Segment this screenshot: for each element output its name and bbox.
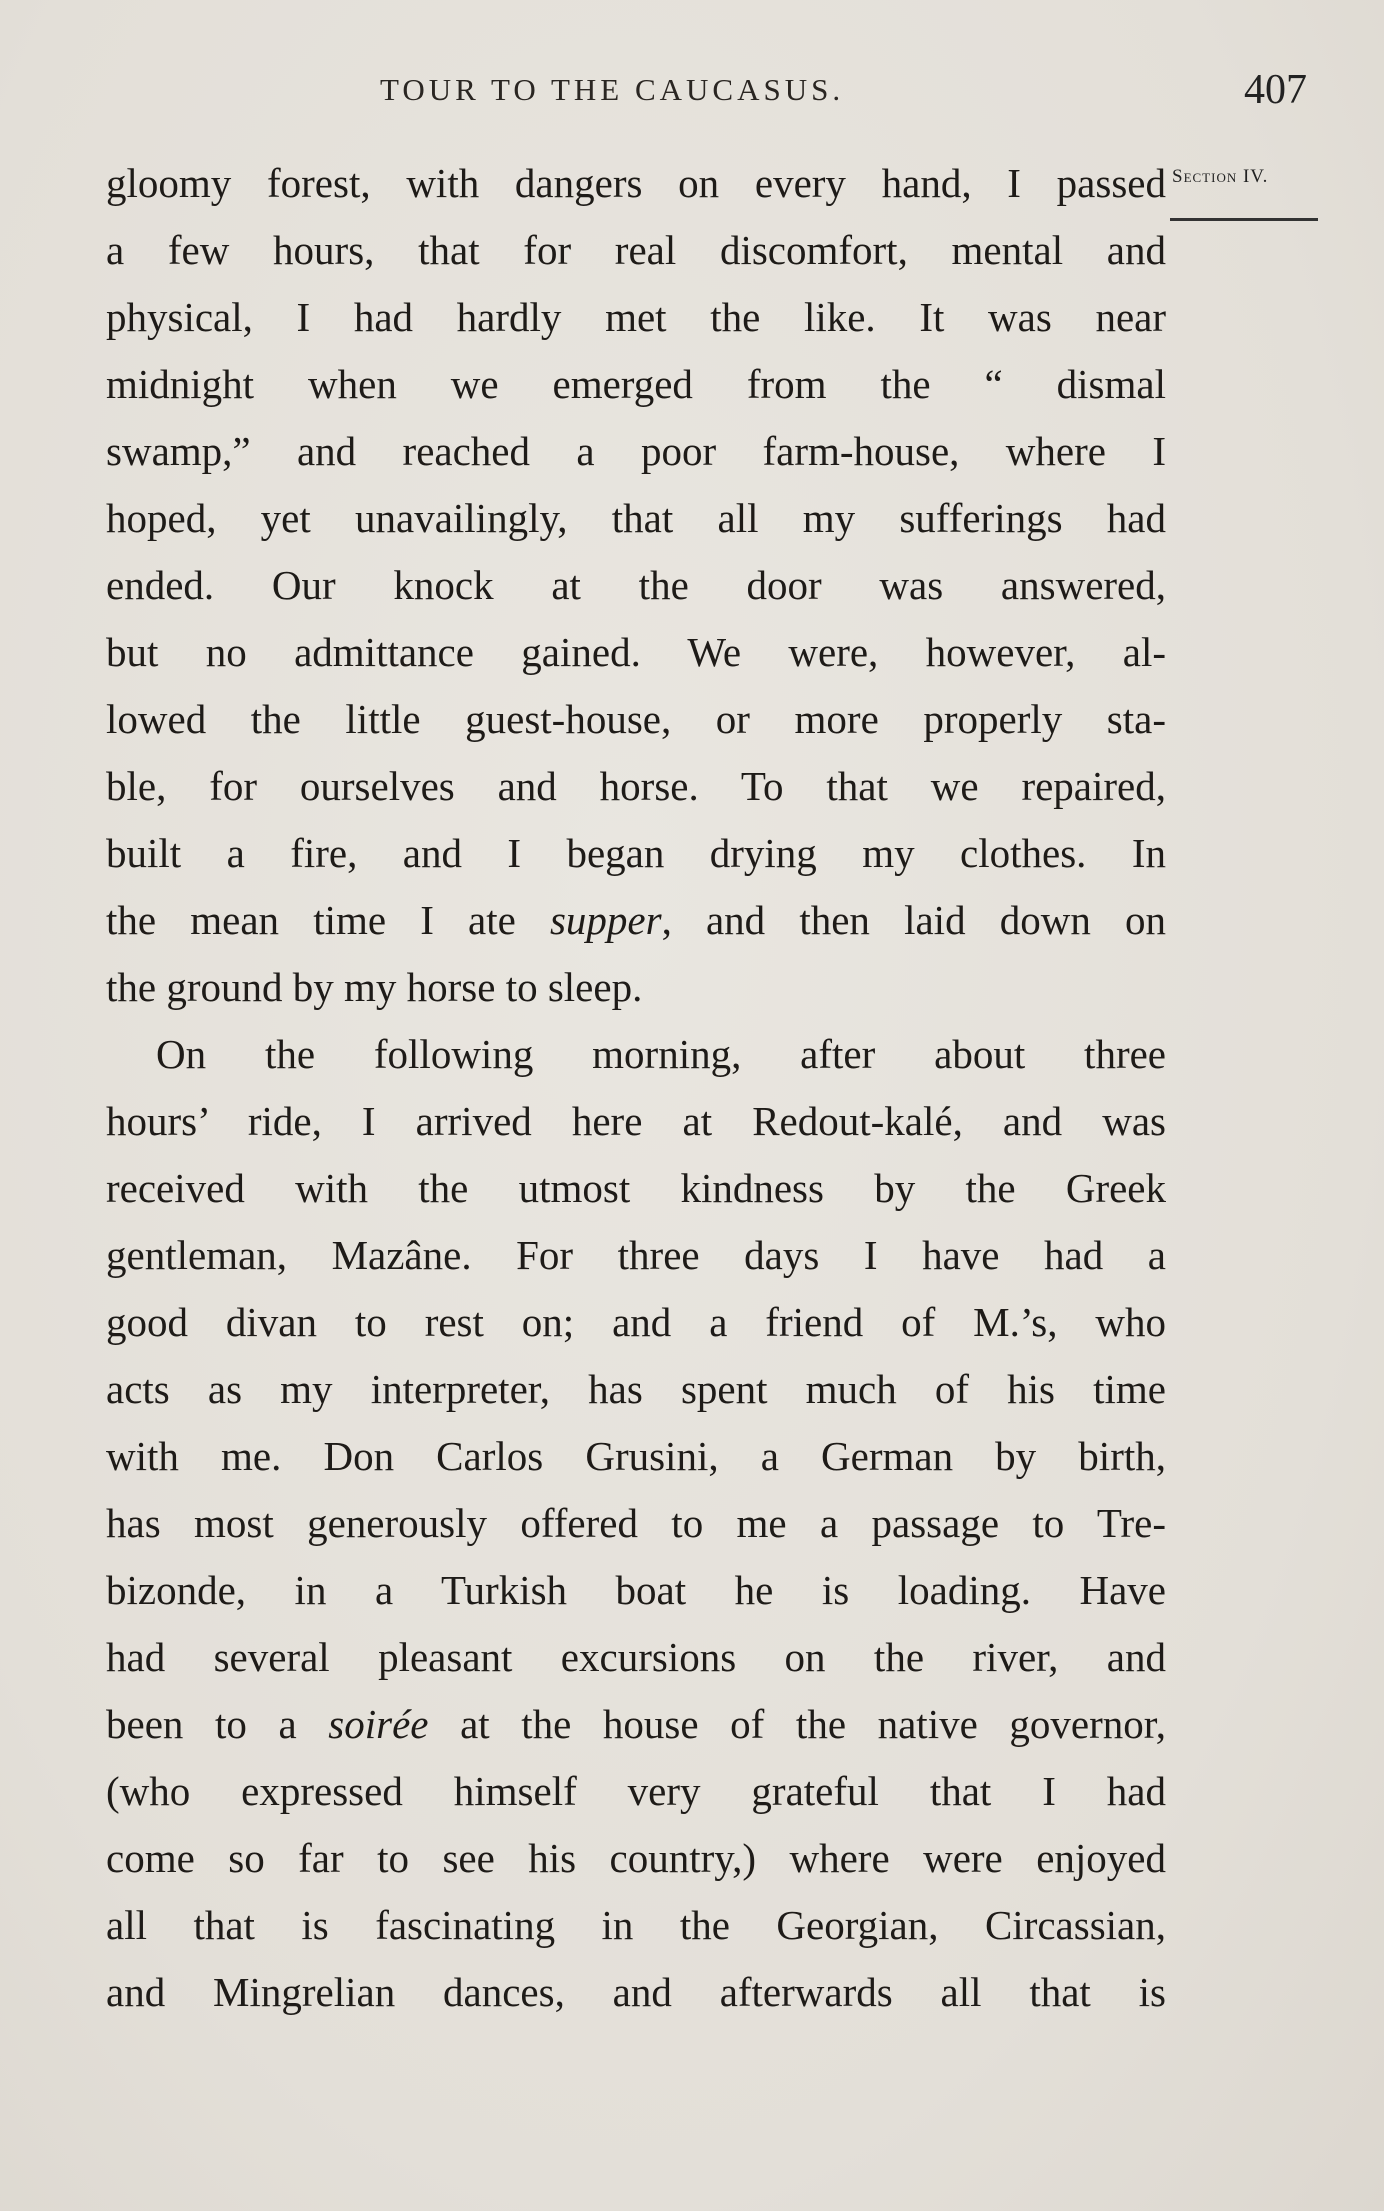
text-line: gentleman, Mazâne. For three days I have had a [106,1232,1166,1278]
text-line: (who expressed himself very grateful that I had [106,1768,1166,1814]
margin-note-text: Section IV. [1172,166,1269,187]
text-line: lowed the little guest-house, or more properly sta- [106,696,1166,742]
text-line: good divan to rest on; and a friend of M.’s, who [106,1299,1166,1345]
text-line: has most generously offered to me a passage to Tre- [106,1500,1166,1546]
italic-word: supper [549,897,662,943]
text-line: but no admittance gained. We were, however, al- [106,629,1166,675]
text-line: built a fire, and I began drying my clothes. In [106,830,1166,876]
text-line: bizonde, in a Turkish boat he is loading. Have [106,1567,1166,1613]
text-line: received with the utmost kindness by the Greek [106,1165,1166,1211]
running-title: TOUR TO THE CAUCASUS. [380,72,845,107]
text-run: at the house of the native governor, [428,1701,1166,1747]
text-run: the mean time I ate [106,897,550,943]
text-line: acts as my interpreter, has spent much of his time [106,1366,1166,1412]
text-line: a few hours, that for real discomfort, mental and [106,227,1166,273]
text-run: been to a [106,1701,329,1747]
text-line: midnight when we emerged from the “ dismal [106,361,1166,407]
text-line: had several pleasant excursions on the river, and [106,1634,1166,1680]
page-number: 407 [1244,67,1307,113]
text-line-paragraph-end: the ground by my horse to sleep. [106,964,643,1010]
text-line-italic [106,1691,1166,1758]
text-line: and Mingrelian dances, and afterwards all that is [106,1969,1166,2015]
text-line-italic [106,887,1166,954]
text-line: hours’ ride, I arrived here at Redout-kalé, and was [106,1098,1166,1144]
text-line: with me. Don Carlos Grusini, a German by birth, [106,1433,1166,1479]
text-line: hoped, yet unavailingly, that all my sufferings had [106,495,1166,541]
text-line: physical, I had hardly met the like. It was near [106,294,1166,340]
text-line: ended. Our knock at the door was answered, [106,562,1166,608]
text-line: ble, for ourselves and horse. To that we repaired, [106,763,1166,809]
text-line: swamp,” and reached a poor farm-house, where I [106,428,1166,474]
body-text [106,150,1166,2026]
text-run: , and then laid down on [661,897,1166,943]
text-line: gloomy forest, with dangers on every hand, I passed [106,160,1166,206]
text-line: all that is fascinating in the Georgian, Circassian, [106,1902,1166,1948]
italic-word: soirée [328,1701,429,1747]
margin-note-rule [1170,218,1318,221]
text-line-paragraph-start: On the following morning, after about three [156,1031,1166,1077]
margin-note-section [1172,166,1318,188]
text-line: come so far to see his country,) where were enjoyed [106,1835,1166,1881]
